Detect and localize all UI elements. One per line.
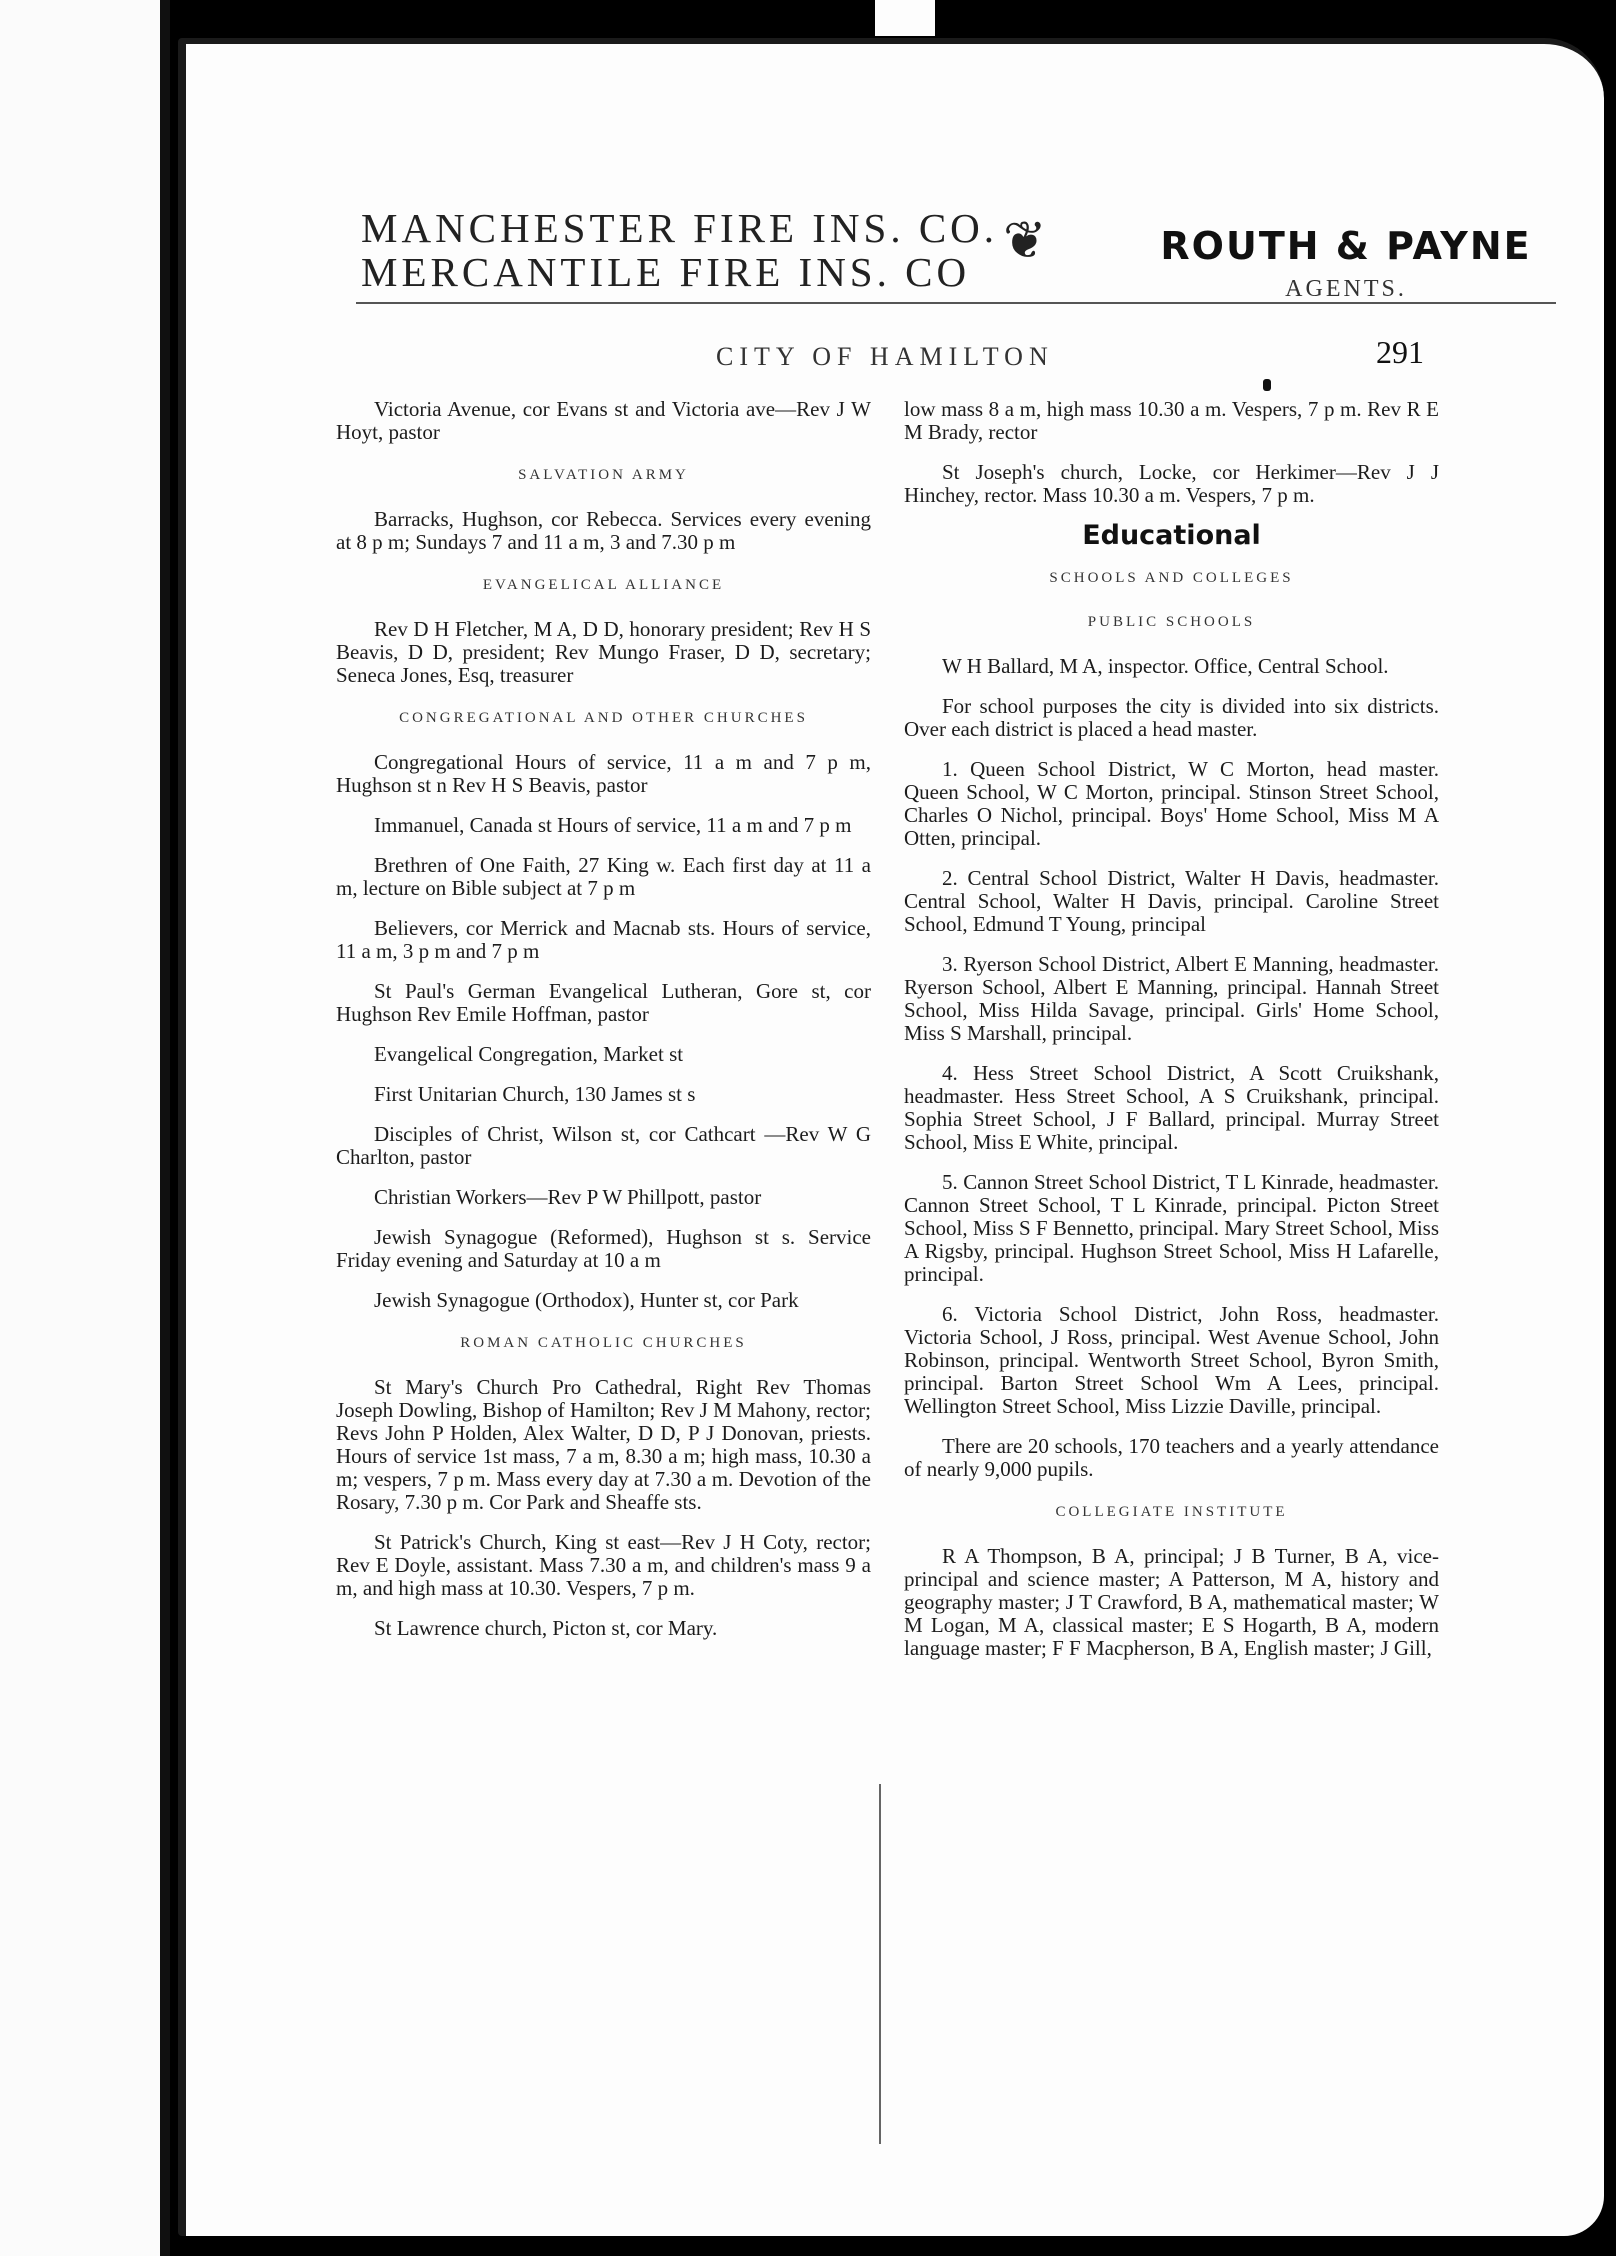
insurance-line: MERCANTILE FIRE INS. CO [361, 249, 971, 295]
directory-entry: 6. Victoria School District, John Ross, headmaster. Victoria School, J Ross, principal. West Avenue School, John Robinson, principal. Wentworth Street School, Byron Smith, principal. Barton Street School Wm A Lees, principal. Wellington Street School, Miss Lizzie Daville, principal. [904, 1302, 1439, 1418]
directory-entry: low mass 8 a m, high mass 10.30 a m. Vespers, 7 p m. Rev R E M Brady, rector [904, 397, 1439, 444]
directory-entry: Disciples of Christ, Wilson st, cor Cathcart —Rev W G Charlton, pastor [336, 1122, 871, 1169]
directory-entry: St Paul's German Evangelical Lutheran, Gore st, cor Hughson Rev Emile Hoffman, pastor [336, 979, 871, 1026]
section-heading: SALVATION ARMY [518, 467, 689, 483]
directory-entry: Evangelical Congregation, Market st [374, 1042, 684, 1066]
directory-entry: Victoria Avenue, cor Evans st and Victoria ave—Rev J W Hoyt, pastor [336, 397, 871, 444]
section-heading: EVANGELICAL ALLIANCE [482, 577, 725, 593]
ink-speck [1263, 379, 1271, 391]
firm-name: ROUTH & PAYNE [1160, 224, 1532, 268]
directory-entry: 4. Hess Street School District, A Scott Cruikshank, headmaster. Hess Street School, A S Cruikshank, principal. Sophia Street School, J F Ballard, principal. Murray Street School, Miss E White, principal. [904, 1061, 1439, 1154]
directory-entry: 5. Cannon Street School District, T L Kinrade, headmaster. Cannon Street School, T L Kinrade, principal. Picton Street School, Miss S F Bennetto, principal. Mary Street School, Miss A Rigsby, principal. Hughson Street School, Miss H Lafarelle, principal. [904, 1170, 1439, 1286]
directory-entry: Christian Workers—Rev P W Phillpott, pastor [374, 1185, 762, 1209]
directory-entry: Believers, cor Merrick and Macnab sts. Hours of service, 11 a m, 3 p m and 7 p m [336, 916, 871, 963]
column-divider [879, 1784, 881, 2144]
directory-entry: 3. Ryerson School District, Albert E Manning, headmaster. Ryerson School, Albert E Manning, principal. Hannah Street School, Miss Hilda Savage, principal. Girls' Home School, Miss S Marshall, principal. [904, 952, 1439, 1045]
insurance-line: MANCHESTER FIRE INS. CO. [361, 205, 999, 251]
insurance-companies [361, 206, 1061, 294]
directory-entry: Congregational Hours of service, 11 a m and 7 p m, Hughson st n Rev H S Beavis, pastor [336, 750, 871, 797]
right-column [904, 398, 1439, 1677]
wheat-sprig-icon: ❦ [1003, 213, 1047, 270]
directory-entry: 1. Queen School District, W C Morton, head master. Queen School, W C Morton, principal. Stinson Street School, Charles O Nichol, principal. Boys' Home School, Miss M A Otten, principal. [904, 757, 1439, 850]
header-rule [356, 302, 1556, 304]
directory-entry: Brethren of One Faith, 27 King w. Each first day at 11 a m, lecture on Bible subject at 7 p m [336, 853, 871, 900]
left-column [336, 398, 871, 1657]
directory-entry: St Lawrence church, Picton st, cor Mary. [374, 1616, 718, 1640]
directory-entry: Barracks, Hughson, cor Rebecca. Services every evening at 8 p m; Sundays 7 and 11 a m, 3 and 7.30 p m [336, 507, 871, 554]
agency-block [1046, 224, 1604, 303]
directory-entry: 2. Central School District, Walter H Davis, headmaster. Central School, Walter H Davis, principal. Caroline Street School, Edmund T Young, principal [904, 866, 1439, 936]
section-heading: ROMAN CATHOLIC CHURCHES [460, 1335, 747, 1351]
directory-entry: There are 20 schools, 170 teachers and a yearly attendance of nearly 9,000 pupils. [904, 1434, 1439, 1481]
directory-entry: St Mary's Church Pro Cathedral, Right Rev Thomas Joseph Dowling, Bishop of Hamilton; Rev J M Mahony, rector; Revs John P Holden, Alex Walter, D D, P J Donovan, priests. Hours of service 1st mass, 7 a m, 8.30 a m; high mass, 10.30 a m; vespers, 7 p m. Mass every day at 7.30 a m. Devotion of the Rosary, 7.30 p m. Cor Park and Sheaffe sts. [336, 1375, 871, 1514]
adjacent-page-edge [0, 0, 170, 2256]
section-heading: CONGREGATIONAL AND OTHER CHURCHES [399, 710, 808, 726]
section-heading: COLLEGIATE INSTITUTE [1055, 1504, 1288, 1520]
directory-page [178, 38, 1604, 2236]
page-gutter [160, 0, 170, 2256]
directory-entry: St Patrick's Church, King st east—Rev J H Coty, rector; Rev E Doyle, assistant. Mass 7.30 a m, and children's mass 9 a m, and high mass at 10.30. Vespers, 7 p m. [336, 1530, 871, 1600]
section-title: Educational [1082, 520, 1261, 551]
agents-label: AGENTS. [1285, 276, 1407, 302]
directory-entry: Immanuel, Canada st Hours of service, 11 a m and 7 p m [374, 813, 852, 837]
directory-entry: Jewish Synagogue (Orthodox), Hunter st, cor Park [374, 1288, 799, 1312]
directory-entry: St Joseph's church, Locke, cor Herkimer—Rev J J Hinchey, rector. Mass 10.30 a m. Vespers, 7 p m. [904, 460, 1439, 507]
directory-entry: Rev D H Fletcher, M A, D D, honorary president; Rev H S Beavis, D D, president; Rev Mungo Fraser, D D, secretary; Seneca Jones, Esq, treasurer [336, 617, 871, 687]
running-title: CITY OF HAMILTON [716, 342, 1054, 371]
page-number: 291 [1376, 334, 1424, 370]
directory-entry: Jewish Synagogue (Reformed), Hughson st s. Service Friday evening and Saturday at 10 a m [336, 1225, 871, 1272]
section-heading: SCHOOLS AND COLLEGES [1049, 570, 1294, 586]
film-tab [875, 0, 935, 36]
directory-entry: For school purposes the city is divided into six districts. Over each district is placed a head master. [904, 694, 1439, 741]
directory-entry: W H Ballard, M A, inspector. Office, Central School. [942, 654, 1389, 678]
directory-entry: First Unitarian Church, 130 James st s [374, 1082, 696, 1106]
section-heading: PUBLIC SCHOOLS [1087, 614, 1256, 630]
directory-entry: R A Thompson, B A, principal; J B Turner, B A, vice-principal and science master; A Patterson, M A, history and geography master; J T Crawford, B A, mathematical master; W M Logan, M A, classical master; E S Hogarth, B A, modern language master; F F Macpherson, B A, English master; J Gill, [904, 1544, 1439, 1660]
